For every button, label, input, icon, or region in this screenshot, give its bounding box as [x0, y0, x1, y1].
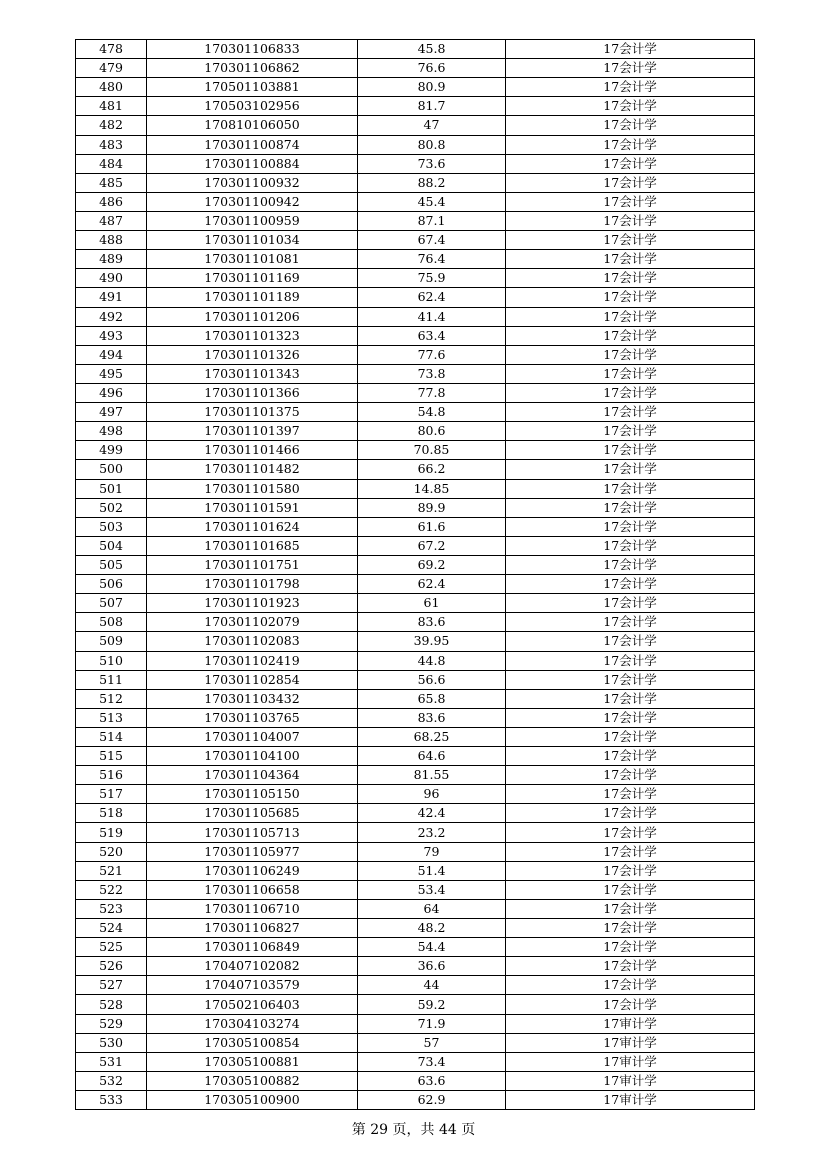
- row-index-cell: 518: [76, 804, 147, 823]
- score-cell: 69.2: [358, 555, 506, 574]
- row-index-cell: 503: [76, 517, 147, 536]
- score-cell: 54.8: [358, 403, 506, 422]
- student-id-cell: 170301102854: [147, 670, 358, 689]
- table-row: [76, 727, 755, 746]
- class-cell: 17会计学: [506, 651, 755, 670]
- class-cell: 17会计学: [506, 536, 755, 555]
- student-id-cell: 170301101397: [147, 422, 358, 441]
- student-id-cell: 170301104100: [147, 747, 358, 766]
- row-index-cell: 527: [76, 976, 147, 995]
- student-id-cell: 170301100932: [147, 173, 358, 192]
- class-cell: 17会计学: [506, 479, 755, 498]
- class-cell: 17审计学: [506, 1091, 755, 1110]
- row-index-cell: 501: [76, 479, 147, 498]
- class-cell: 17会计学: [506, 575, 755, 594]
- class-cell: 17会计学: [506, 689, 755, 708]
- class-cell: 17会计学: [506, 40, 755, 59]
- row-index-cell: 479: [76, 59, 147, 78]
- score-cell: 63.6: [358, 1071, 506, 1090]
- class-cell: 17会计学: [506, 727, 755, 746]
- table-row: [76, 594, 755, 613]
- student-id-cell: 170810106050: [147, 116, 358, 135]
- table-row: [76, 899, 755, 918]
- score-cell: 76.4: [358, 250, 506, 269]
- score-table: [75, 39, 755, 1110]
- student-id-cell: 170301104364: [147, 766, 358, 785]
- table-row: [76, 995, 755, 1014]
- student-id-cell: 170301106833: [147, 40, 358, 59]
- student-id-cell: 170301100959: [147, 211, 358, 230]
- class-cell: 17会计学: [506, 116, 755, 135]
- score-cell: 41.4: [358, 307, 506, 326]
- class-cell: 17会计学: [506, 670, 755, 689]
- row-index-cell: 531: [76, 1052, 147, 1071]
- table-row: [76, 880, 755, 899]
- class-cell: 17会计学: [506, 498, 755, 517]
- score-cell: 76.6: [358, 59, 506, 78]
- class-cell: 17会计学: [506, 269, 755, 288]
- row-index-cell: 495: [76, 364, 147, 383]
- row-index-cell: 497: [76, 403, 147, 422]
- class-cell: 17会计学: [506, 938, 755, 957]
- class-cell: 17会计学: [506, 613, 755, 632]
- table-row: [76, 59, 755, 78]
- table-row: [76, 555, 755, 574]
- class-cell: 17会计学: [506, 957, 755, 976]
- table-row: [76, 919, 755, 938]
- student-id-cell: 170301101323: [147, 326, 358, 345]
- table-row: [76, 269, 755, 288]
- score-cell: 77.8: [358, 383, 506, 402]
- table-row: [76, 345, 755, 364]
- student-id-cell: 170301100874: [147, 135, 358, 154]
- table-row: [76, 383, 755, 402]
- class-cell: 17会计学: [506, 173, 755, 192]
- class-cell: 17审计学: [506, 1033, 755, 1052]
- student-id-cell: 170301101482: [147, 460, 358, 479]
- class-cell: 17会计学: [506, 555, 755, 574]
- row-index-cell: 530: [76, 1033, 147, 1052]
- score-cell: 80.6: [358, 422, 506, 441]
- row-index-cell: 483: [76, 135, 147, 154]
- row-index-cell: 490: [76, 269, 147, 288]
- student-id-cell: 170301101375: [147, 403, 358, 422]
- student-id-cell: 170301101081: [147, 250, 358, 269]
- score-cell: 48.2: [358, 919, 506, 938]
- student-id-cell: 170301103765: [147, 708, 358, 727]
- score-cell: 39.95: [358, 632, 506, 651]
- student-id-cell: 170305100854: [147, 1033, 358, 1052]
- student-id-cell: 170301101798: [147, 575, 358, 594]
- student-id-cell: 170301105713: [147, 823, 358, 842]
- score-cell: 77.6: [358, 345, 506, 364]
- row-index-cell: 485: [76, 173, 147, 192]
- table-row: [76, 1014, 755, 1033]
- score-cell: 59.2: [358, 995, 506, 1014]
- row-index-cell: 532: [76, 1071, 147, 1090]
- table-row: [76, 326, 755, 345]
- student-id-cell: 170301101580: [147, 479, 358, 498]
- row-index-cell: 496: [76, 383, 147, 402]
- student-id-cell: 170301101923: [147, 594, 358, 613]
- table-row: [76, 78, 755, 97]
- row-index-cell: 504: [76, 536, 147, 555]
- student-id-cell: 170301101326: [147, 345, 358, 364]
- class-cell: 17会计学: [506, 154, 755, 173]
- row-index-cell: 491: [76, 288, 147, 307]
- class-cell: 17会计学: [506, 403, 755, 422]
- score-cell: 64.6: [358, 747, 506, 766]
- class-cell: 17会计学: [506, 861, 755, 880]
- student-id-cell: 170301106849: [147, 938, 358, 957]
- table-row: [76, 1071, 755, 1090]
- row-index-cell: 509: [76, 632, 147, 651]
- row-index-cell: 528: [76, 995, 147, 1014]
- student-id-cell: 170301106249: [147, 861, 358, 880]
- class-cell: 17会计学: [506, 785, 755, 804]
- score-cell: 87.1: [358, 211, 506, 230]
- class-cell: 17会计学: [506, 823, 755, 842]
- score-cell: 61: [358, 594, 506, 613]
- table-row: [76, 441, 755, 460]
- student-id-cell: 170301106710: [147, 899, 358, 918]
- table-row: [76, 288, 755, 307]
- row-index-cell: 505: [76, 555, 147, 574]
- table-row: [76, 403, 755, 422]
- class-cell: 17会计学: [506, 632, 755, 651]
- row-index-cell: 492: [76, 307, 147, 326]
- row-index-cell: 529: [76, 1014, 147, 1033]
- student-id-cell: 170301101189: [147, 288, 358, 307]
- table-row: [76, 97, 755, 116]
- table-row: [76, 613, 755, 632]
- class-cell: 17会计学: [506, 364, 755, 383]
- table-row: [76, 708, 755, 727]
- class-cell: 17会计学: [506, 976, 755, 995]
- score-cell: 80.9: [358, 78, 506, 97]
- score-cell: 64: [358, 899, 506, 918]
- row-index-cell: 524: [76, 919, 147, 938]
- score-cell: 73.6: [358, 154, 506, 173]
- table-row: [76, 575, 755, 594]
- row-index-cell: 521: [76, 861, 147, 880]
- class-cell: 17会计学: [506, 517, 755, 536]
- student-id-cell: 170301106827: [147, 919, 358, 938]
- student-id-cell: 170301101751: [147, 555, 358, 574]
- student-id-cell: 170501103881: [147, 78, 358, 97]
- student-id-cell: 170301101034: [147, 231, 358, 250]
- score-cell: 67.4: [358, 231, 506, 250]
- student-id-cell: 170301105977: [147, 842, 358, 861]
- class-cell: 17会计学: [506, 899, 755, 918]
- class-cell: 17会计学: [506, 766, 755, 785]
- table-row: [76, 957, 755, 976]
- table-row: [76, 976, 755, 995]
- table-row: [76, 135, 755, 154]
- student-id-cell: 170305100882: [147, 1071, 358, 1090]
- class-cell: 17会计学: [506, 78, 755, 97]
- score-cell: 51.4: [358, 861, 506, 880]
- row-index-cell: 499: [76, 441, 147, 460]
- row-index-cell: 523: [76, 899, 147, 918]
- class-cell: 17会计学: [506, 460, 755, 479]
- score-cell: 42.4: [358, 804, 506, 823]
- student-id-cell: 170301100884: [147, 154, 358, 173]
- class-cell: 17会计学: [506, 326, 755, 345]
- student-id-cell: 170301106658: [147, 880, 358, 899]
- score-cell: 89.9: [358, 498, 506, 517]
- table-row: [76, 231, 755, 250]
- class-cell: 17会计学: [506, 231, 755, 250]
- page-footer: 第 29 页，共 44 页: [351, 1122, 476, 1138]
- student-id-cell: 170503102956: [147, 97, 358, 116]
- table-row: [76, 422, 755, 441]
- row-index-cell: 493: [76, 326, 147, 345]
- table-row: [76, 479, 755, 498]
- student-id-cell: 170407102082: [147, 957, 358, 976]
- student-id-cell: 170301102419: [147, 651, 358, 670]
- score-cell: 65.8: [358, 689, 506, 708]
- student-id-cell: 170301101591: [147, 498, 358, 517]
- class-cell: 17会计学: [506, 59, 755, 78]
- score-cell: 73.4: [358, 1052, 506, 1071]
- student-id-cell: 170301102079: [147, 613, 358, 632]
- student-id-cell: 170301100942: [147, 192, 358, 211]
- class-cell: 17会计学: [506, 288, 755, 307]
- table-row: [76, 116, 755, 135]
- row-index-cell: 522: [76, 880, 147, 899]
- score-cell: 23.2: [358, 823, 506, 842]
- table-row: [76, 211, 755, 230]
- score-cell: 47: [358, 116, 506, 135]
- row-index-cell: 511: [76, 670, 147, 689]
- student-id-cell: 170301103432: [147, 689, 358, 708]
- table-row: [76, 364, 755, 383]
- student-id-cell: 170301101685: [147, 536, 358, 555]
- score-cell: 36.6: [358, 957, 506, 976]
- class-cell: 17会计学: [506, 708, 755, 727]
- class-cell: 17会计学: [506, 842, 755, 861]
- class-cell: 17会计学: [506, 747, 755, 766]
- score-cell: 79: [358, 842, 506, 861]
- score-cell: 56.6: [358, 670, 506, 689]
- score-cell: 83.6: [358, 708, 506, 727]
- table-row: [76, 823, 755, 842]
- student-id-cell: 170407103579: [147, 976, 358, 995]
- score-cell: 75.9: [358, 269, 506, 288]
- score-cell: 83.6: [358, 613, 506, 632]
- student-id-cell: 170301101624: [147, 517, 358, 536]
- score-cell: 61.6: [358, 517, 506, 536]
- class-cell: 17会计学: [506, 192, 755, 211]
- table-row: [76, 536, 755, 555]
- score-table-body: [76, 40, 755, 1110]
- score-cell: 57: [358, 1033, 506, 1052]
- score-cell: 45.4: [358, 192, 506, 211]
- class-cell: 17会计学: [506, 919, 755, 938]
- class-cell: 17会计学: [506, 995, 755, 1014]
- student-id-cell: 170301101169: [147, 269, 358, 288]
- student-id-cell: 170301101206: [147, 307, 358, 326]
- student-id-cell: 170502106403: [147, 995, 358, 1014]
- score-cell: 68.25: [358, 727, 506, 746]
- table-row: [76, 1052, 755, 1071]
- student-id-cell: 170301105150: [147, 785, 358, 804]
- score-cell: 67.2: [358, 536, 506, 555]
- table-row: [76, 460, 755, 479]
- score-cell: 44.8: [358, 651, 506, 670]
- row-index-cell: 506: [76, 575, 147, 594]
- table-row: [76, 689, 755, 708]
- score-cell: 70.85: [358, 441, 506, 460]
- table-row: [76, 804, 755, 823]
- row-index-cell: 484: [76, 154, 147, 173]
- student-id-cell: 170301105685: [147, 804, 358, 823]
- row-index-cell: 494: [76, 345, 147, 364]
- table-row: [76, 766, 755, 785]
- student-id-cell: 170301104007: [147, 727, 358, 746]
- row-index-cell: 508: [76, 613, 147, 632]
- class-cell: 17会计学: [506, 804, 755, 823]
- score-cell: 63.4: [358, 326, 506, 345]
- row-index-cell: 487: [76, 211, 147, 230]
- student-id-cell: 170301101466: [147, 441, 358, 460]
- row-index-cell: 516: [76, 766, 147, 785]
- row-index-cell: 533: [76, 1091, 147, 1110]
- score-cell: 62.4: [358, 288, 506, 307]
- class-cell: 17审计学: [506, 1014, 755, 1033]
- row-index-cell: 507: [76, 594, 147, 613]
- score-cell: 54.4: [358, 938, 506, 957]
- row-index-cell: 512: [76, 689, 147, 708]
- class-cell: 17会计学: [506, 135, 755, 154]
- row-index-cell: 488: [76, 231, 147, 250]
- score-cell: 44: [358, 976, 506, 995]
- row-index-cell: 517: [76, 785, 147, 804]
- table-row: [76, 517, 755, 536]
- table-row: [76, 861, 755, 880]
- table-row: [76, 632, 755, 651]
- table-row: [76, 938, 755, 957]
- student-id-cell: 170301101343: [147, 364, 358, 383]
- table-row: [76, 670, 755, 689]
- student-id-cell: 170304103274: [147, 1014, 358, 1033]
- score-cell: 14.85: [358, 479, 506, 498]
- score-cell: 66.2: [358, 460, 506, 479]
- class-cell: 17会计学: [506, 383, 755, 402]
- score-cell: 45.8: [358, 40, 506, 59]
- class-cell: 17审计学: [506, 1052, 755, 1071]
- table-row: [76, 154, 755, 173]
- row-index-cell: 526: [76, 957, 147, 976]
- student-id-cell: 170305100881: [147, 1052, 358, 1071]
- table-row: [76, 40, 755, 59]
- row-index-cell: 498: [76, 422, 147, 441]
- score-cell: 81.7: [358, 97, 506, 116]
- class-cell: 17会计学: [506, 594, 755, 613]
- row-index-cell: 486: [76, 192, 147, 211]
- class-cell: 17会计学: [506, 880, 755, 899]
- score-cell: 53.4: [358, 880, 506, 899]
- row-index-cell: 500: [76, 460, 147, 479]
- row-index-cell: 513: [76, 708, 147, 727]
- row-index-cell: 510: [76, 651, 147, 670]
- class-cell: 17会计学: [506, 307, 755, 326]
- student-id-cell: 170301101366: [147, 383, 358, 402]
- table-row: [76, 1033, 755, 1052]
- class-cell: 17会计学: [506, 345, 755, 364]
- row-index-cell: 502: [76, 498, 147, 517]
- table-row: [76, 651, 755, 670]
- table-row: [76, 173, 755, 192]
- table-row: [76, 192, 755, 211]
- row-index-cell: 514: [76, 727, 147, 746]
- score-cell: 80.8: [358, 135, 506, 154]
- table-row: [76, 842, 755, 861]
- table-row: [76, 785, 755, 804]
- student-id-cell: 170301102083: [147, 632, 358, 651]
- score-cell: 73.8: [358, 364, 506, 383]
- table-row: [76, 307, 755, 326]
- row-index-cell: 482: [76, 116, 147, 135]
- class-cell: 17会计学: [506, 250, 755, 269]
- table-row: [76, 1091, 755, 1110]
- row-index-cell: 481: [76, 97, 147, 116]
- row-index-cell: 515: [76, 747, 147, 766]
- score-cell: 62.4: [358, 575, 506, 594]
- table-row: [76, 498, 755, 517]
- class-cell: 17会计学: [506, 441, 755, 460]
- class-cell: 17会计学: [506, 211, 755, 230]
- score-cell: 88.2: [358, 173, 506, 192]
- student-id-cell: 170301106862: [147, 59, 358, 78]
- row-index-cell: 525: [76, 938, 147, 957]
- class-cell: 17审计学: [506, 1071, 755, 1090]
- class-cell: 17会计学: [506, 422, 755, 441]
- row-index-cell: 478: [76, 40, 147, 59]
- row-index-cell: 520: [76, 842, 147, 861]
- row-index-cell: 519: [76, 823, 147, 842]
- row-index-cell: 489: [76, 250, 147, 269]
- row-index-cell: 480: [76, 78, 147, 97]
- score-cell: 71.9: [358, 1014, 506, 1033]
- student-id-cell: 170305100900: [147, 1091, 358, 1110]
- score-cell: 62.9: [358, 1091, 506, 1110]
- score-cell: 96: [358, 785, 506, 804]
- class-cell: 17会计学: [506, 97, 755, 116]
- table-row: [76, 250, 755, 269]
- score-cell: 81.55: [358, 766, 506, 785]
- table-row: [76, 747, 755, 766]
